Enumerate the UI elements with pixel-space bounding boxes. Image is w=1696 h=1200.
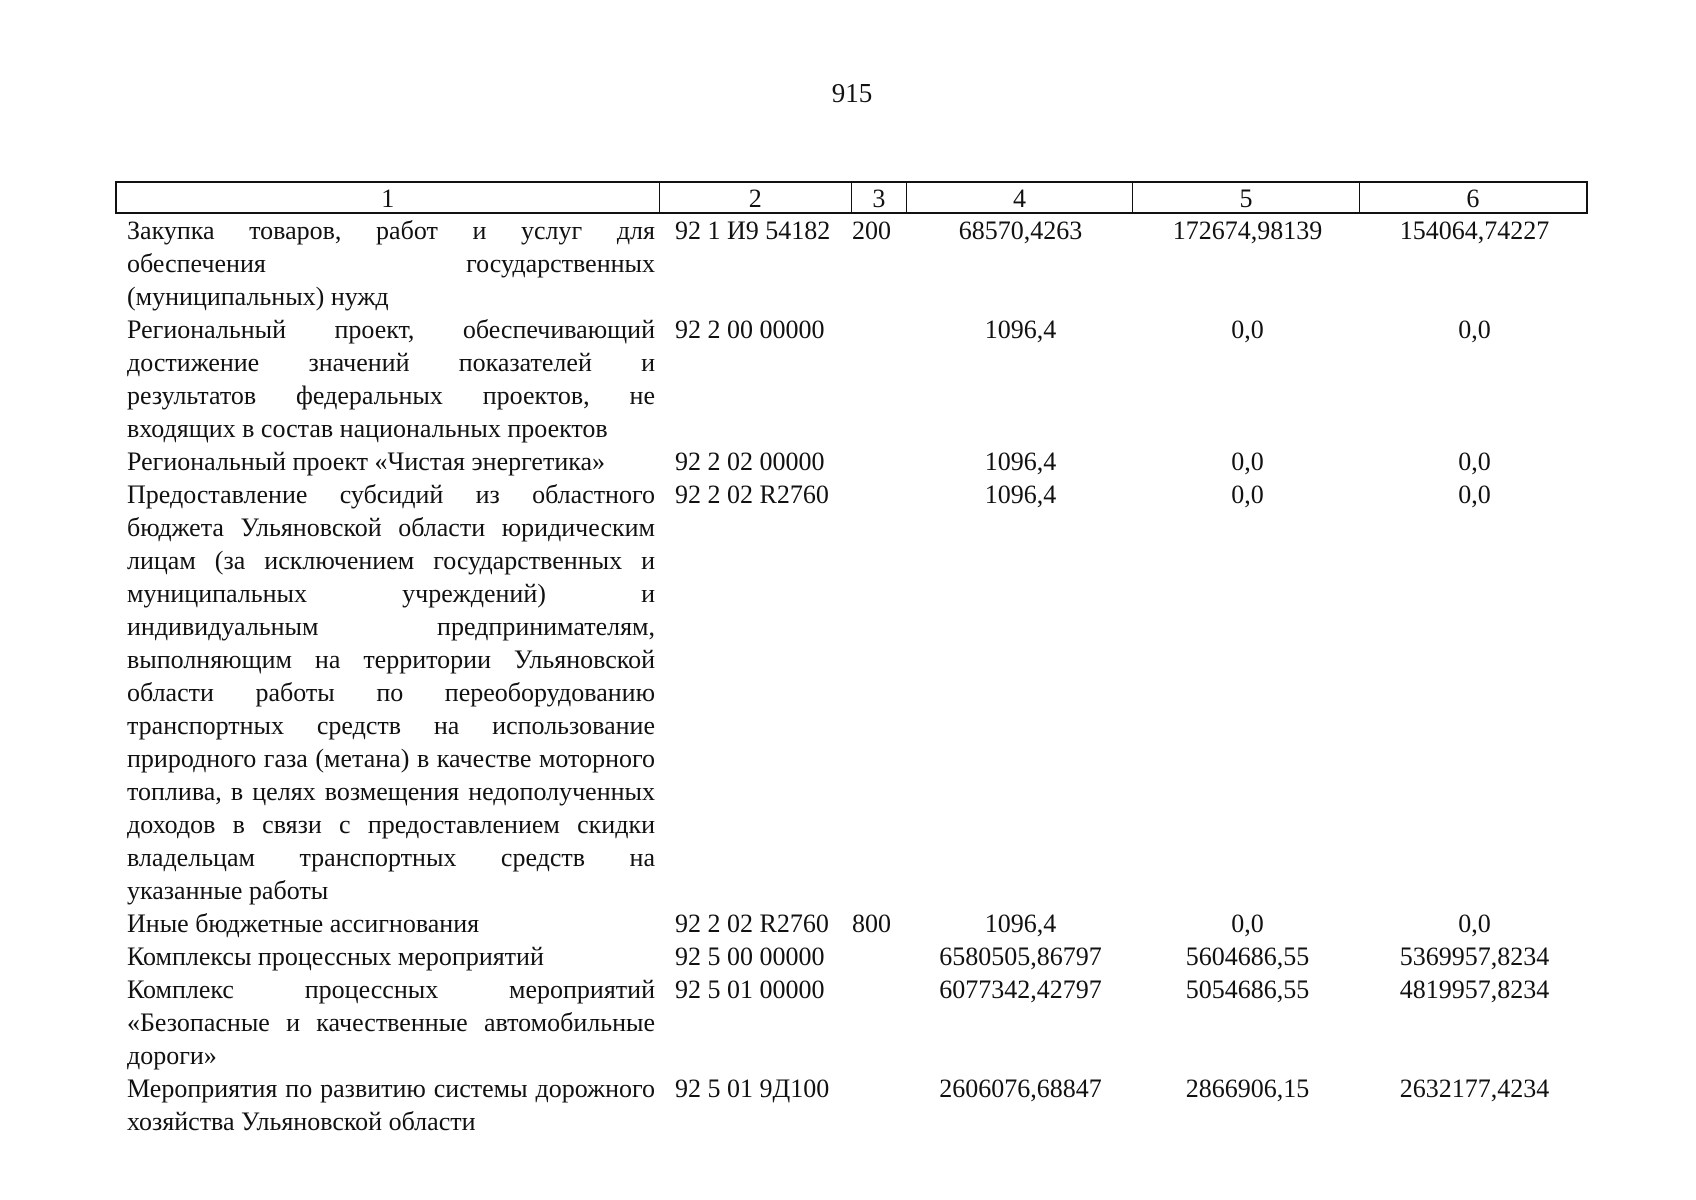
row-code: 92 2 02 R2760: [675, 480, 829, 509]
row-type: 800: [852, 909, 891, 938]
row-value-5: 5604686,55: [1185, 942, 1310, 971]
table-header: [115, 181, 1588, 214]
row-value-5: 0,0: [1231, 315, 1264, 344]
table-body: [115, 214, 1588, 1138]
row-name: Региональный проект «Чистая энергетика»: [127, 447, 606, 476]
row-value-5: 5054686,55: [1185, 975, 1310, 1004]
table-row: [115, 973, 1588, 1072]
column-header-5: 5: [1133, 183, 1359, 212]
row-value-4: 1096,4: [984, 315, 1057, 344]
row-value-6: 0,0: [1458, 909, 1491, 938]
row-value-5: 0,0: [1231, 447, 1264, 476]
row-value-6: 5369957,8234: [1399, 942, 1550, 971]
row-type: [852, 313, 907, 445]
table-row: [115, 313, 1588, 445]
row-type: 200: [852, 216, 891, 245]
row-value-5: 172674,98139: [1172, 216, 1323, 245]
table-row: [115, 478, 1588, 907]
column-header-2: 2: [660, 183, 852, 212]
table-row: [115, 940, 1588, 973]
row-value-6: 0,0: [1458, 480, 1491, 509]
row-value-5: 0,0: [1231, 480, 1264, 509]
row-value-5: 0,0: [1231, 909, 1264, 938]
row-value-5: 2866906,15: [1185, 1074, 1310, 1103]
row-type: [852, 1072, 907, 1138]
row-name: Комплекс процессных мероприятий «Безопасные и качественные автомобильные дороги»: [127, 975, 655, 1070]
row-type: [852, 478, 907, 907]
row-code: 92 1 И9 54182: [675, 216, 831, 245]
table-row: [115, 907, 1588, 940]
page-number: 915: [831, 78, 873, 108]
table-row: [115, 214, 1588, 313]
row-value-6: 0,0: [1458, 315, 1491, 344]
row-type: [852, 940, 907, 973]
row-code: 92 5 00 00000: [675, 942, 825, 971]
row-value-4: 1096,4: [984, 909, 1057, 938]
row-value-6: 0,0: [1458, 447, 1491, 476]
row-code: 92 5 01 9Д100: [675, 1074, 830, 1103]
row-value-4: 68570,4263: [958, 216, 1083, 245]
row-name: Иные бюджетные ассигнования: [127, 909, 480, 938]
column-header-3: 3: [852, 183, 907, 212]
row-value-4: 2606076,68847: [939, 1074, 1102, 1103]
row-name: Комплексы процессных мероприятий: [127, 942, 544, 971]
row-value-4: 6077342,42797: [939, 975, 1102, 1004]
row-value-6: 4819957,8234: [1399, 975, 1550, 1004]
row-value-4: 6580505,86797: [939, 942, 1102, 971]
table-row: [115, 1072, 1588, 1138]
row-code: 92 5 01 00000: [675, 975, 825, 1004]
row-code: 92 2 00 00000: [675, 315, 825, 344]
table-row: [115, 445, 1588, 478]
row-name: Региональный проект, обеспечивающий достижение значений показателей и результатов федеральных проектов, не входящих в состав национальных проектов: [127, 315, 655, 443]
column-header-4: 4: [907, 183, 1133, 212]
column-header-1: 1: [117, 183, 660, 212]
row-type: [852, 445, 907, 478]
row-value-4: 1096,4: [984, 480, 1057, 509]
row-name: Закупка товаров, работ и услуг для обеспечения государственных (муниципальных) нужд: [127, 216, 655, 311]
row-code: 92 2 02 00000: [675, 447, 825, 476]
row-value-6: 154064,74227: [1399, 216, 1550, 245]
row-value-4: 1096,4: [984, 447, 1057, 476]
row-code: 92 2 02 R2760: [675, 909, 829, 938]
row-name: Мероприятия по развитию системы дорожного хозяйства Ульяновской области: [127, 1074, 655, 1136]
row-type: [852, 973, 907, 1072]
row-name: Предоставление субсидий из областного бюджета Ульяновской области юридическим лицам (за исключением государственных и муниципальных учреждений) и индивидуальным предпринимателям, выполняющим на территории Ульяновской области работы по переоборудованию транспортных средств на использование природного газа (метана) в качестве моторного топлива, в целях возмещения недополученных доходов в связи с предоставлением скидки владельцам транспортных средств на указанные работы: [127, 480, 655, 905]
row-value-6: 2632177,4234: [1399, 1074, 1550, 1103]
column-header-6: 6: [1466, 184, 1480, 213]
